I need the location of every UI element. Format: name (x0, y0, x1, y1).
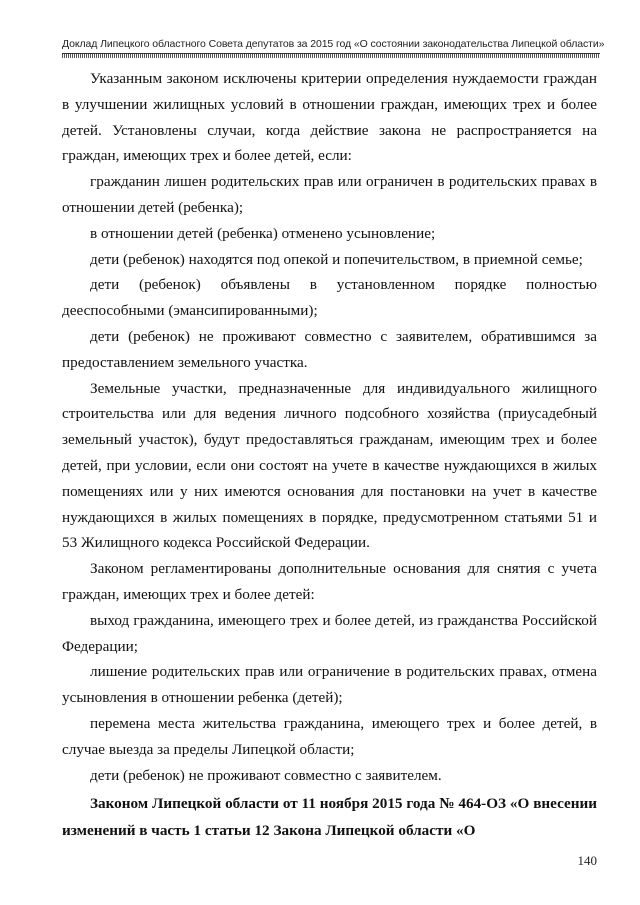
page-number: 140 (577, 853, 597, 868)
paragraph: Указанным законом исключены критерии определения нуждаемости граждан в улучшении жилищных условий в отношении граждан, имеющих трех и более детей. Установлены случаи, когда действие закона не распространяется на граждан, имеющих трех и более детей, если: (62, 70, 597, 165)
paragraph: лишение родительских прав или ограничение в родительских правах, отмена усыновления в отношении ребенка (детей); (62, 663, 597, 707)
paragraph: дети (ребенок) находятся под опекой и попечительством, в приемной семье; (90, 250, 583, 268)
bold-paragraph: Законом Липецкой области от 11 ноября 2015 года № 464-ОЗ «О внесении изменений в часть 1 статьи 12 Закона Липецкой области «О (62, 795, 597, 840)
paragraph: выход гражданина, имеющего трех и более детей, из гражданства Российской Федерации; (62, 611, 597, 655)
paragraph: Земельные участки, предназначенные для индивидуального жилищного строительства или для ведения личного подсобного хозяйства (приусадебный земельный участок), будут предоставляться гражданам, имеющим трех и более детей, при условии, если они состоят на учете в качестве нуждающихся в жилых помещениях или у них имеются основания для постановки на учет в качестве нуждающихся в жилых помещениях в порядке, предусмотренном статьями 51 и 53 Жилищного кодекса Российской Федерации. (62, 379, 597, 552)
running-header: Доклад Липецкого областного Совета депутатов за 2015 год «О состоянии законодательства Липецкой области» (62, 38, 605, 50)
paragraph: гражданин лишен родительских прав или ограничен в родительских правах в отношении детей (ребенка); (62, 173, 597, 216)
header-divider (62, 53, 600, 58)
paragraph: Законом регламентированы дополнительные основания для снятия с учета граждан, имеющих трех и более детей: (62, 560, 597, 603)
paragraph: дети (ребенок) не проживают совместно с заявителем, обратившимся за предоставлением земельного участка. (62, 327, 597, 371)
paragraph: дети (ребенок) не проживают совместно с заявителем. (90, 766, 442, 784)
paragraph: дети (ребенок) объявлены в установленном порядке полностью дееспособными (эмансипированными); (62, 276, 597, 320)
paragraph: перемена места жительства гражданина, имеющего трех и более детей, в случае выезда за пределы Липецкой области; (62, 714, 597, 758)
document-body (62, 66, 597, 844)
paragraph: в отношении детей (ребенка) отменено усыновление; (90, 224, 436, 242)
